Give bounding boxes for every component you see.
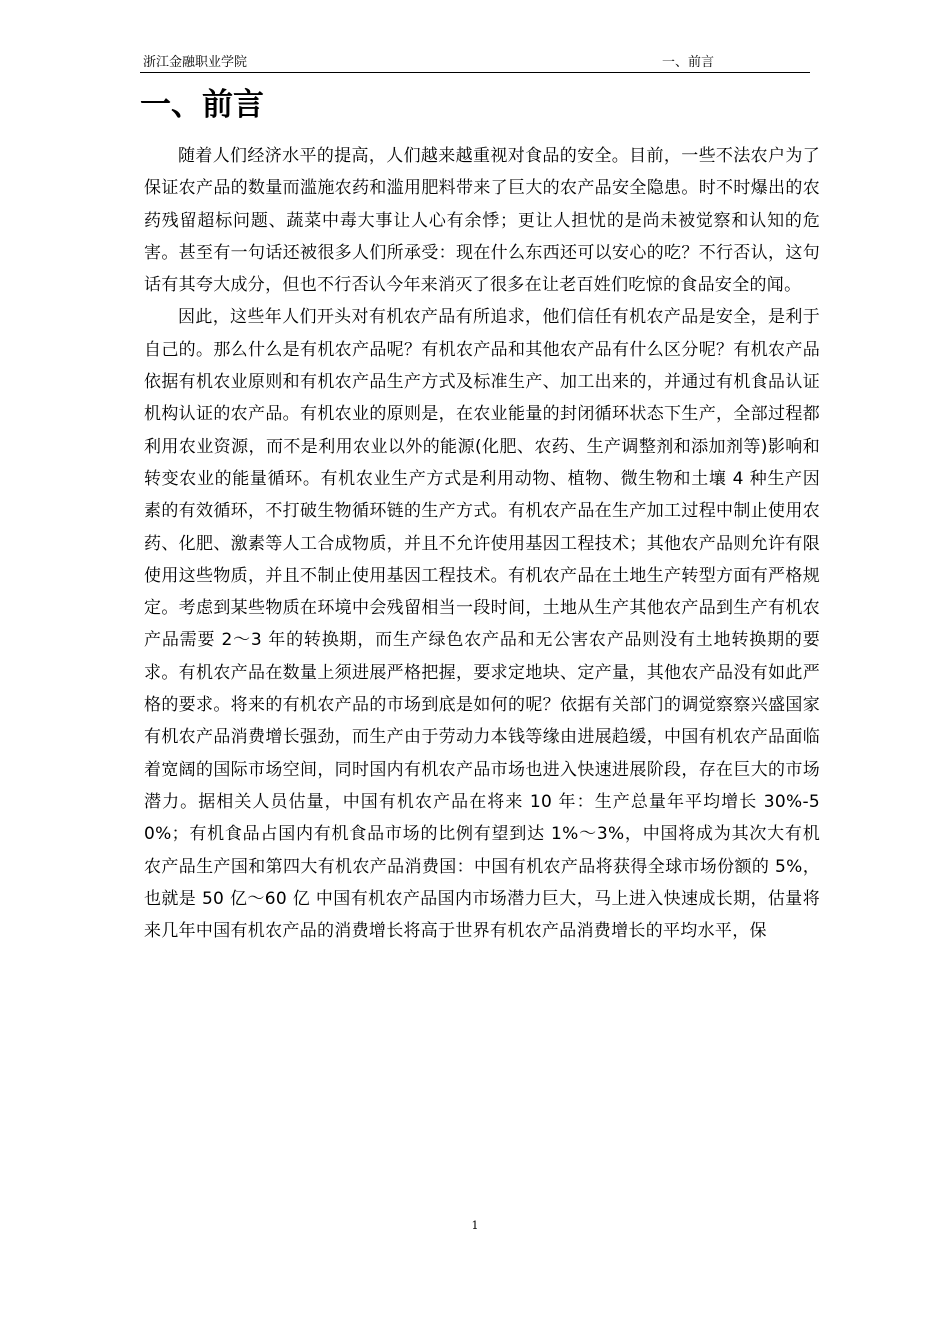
body-text <box>144 140 820 947</box>
page-number: 1 <box>471 1219 479 1232</box>
paragraph-2: 因此，这些年人们开头对有机农产品有所追求，他们信任有机农产品是安全，是利于自己的。那么什么是有机农产品呢？有机农产品和其他农产品有什么区分呢？有机农产品依据有机农业原则和有机农产品生产方式及标准生产、加工出来的，并通过有机食品认证机构认证的农产品。有机农业的原则是，在农业能量的封闭循环状态下生产，全部过程都利用农业资源，而不是利用农业以外的能源(化肥、农药、生产调整剂和添加剂等)影响和转变农业的能量循环。有机农业生产方式是利用动物、植物、微生物和土壤 4 种生产因素的有效循环，不打破生物循环链的生产方式。有机农产品在生产加工过程中制止使用农药、化肥、激素等人工合成物质，并且不允许使用基因工程技术；其他农产品则允许有限使用这些物质，并且不制止使用基因工程技术。有机农产品在土地生产转型方面有严格规定。考虑到某些物质在环境中会残留相当一段时间，土地从生产其他农产品到生产有机农产品需要 2～3 年的转换期，而生产绿色农产品和无公害农产品则没有土地转换期的要求。有机农产品在数量上须进展严格把握，要求定地块、定产量，其他农产品没有如此严格的要求。将来的有机农产品的市场到底是如何的呢？依据有关部门的调觉察察兴盛国家有机农产品消费增长强劲，而生产由于劳动力本钱等缘由进展趋缓，中国有机农产品面临着宽阔的国际市场空间，同时国内有机农产品市场也进入快速进展阶段，存在巨大的市场潜力。据相关人员估量，中国有机农产品在将来 10 年：生产总量年平均增长 30%-50%；有机食品占国内有机食品市场的比例有望到达 1%～3%，中国将成为其次大有机农产品生产国和第四大有机农产品消费国：中国有机农产品将获得全球市场份额的 5%，也就是 50 亿～60 亿 中国有机农产品国内市场潜力巨大，马上进入快速成长期，估量将来几年中国有机农产品的消费增长将高于世界有机农产品消费增长的平均水平，保 <box>144 307 820 942</box>
header-institution: 浙江金融职业学院 <box>143 55 248 70</box>
section-title: 一、前言 <box>140 87 264 123</box>
paragraph-1: 随着人们经济水平的提高，人们越来越重视对食品的安全。目前，一些不法农户为了保证农产品的数量而滥施农药和滥用肥料带来了巨大的农产品安全隐患。时不时爆出的农药残留超标问题、蔬菜中毒大事让人心有余悸；更让人担忧的是尚未被觉察和认知的危害。甚至有一句话还被很多人们所承受：现在什么东西还可以安心的吃？不行否认，这句话有其夸大成分，但也不行否认今年来消灭了很多在让老百姓们吃惊的食品安全的闻。 <box>144 146 820 296</box>
header-section: 一、前言 <box>662 55 715 70</box>
page-header <box>140 54 810 73</box>
